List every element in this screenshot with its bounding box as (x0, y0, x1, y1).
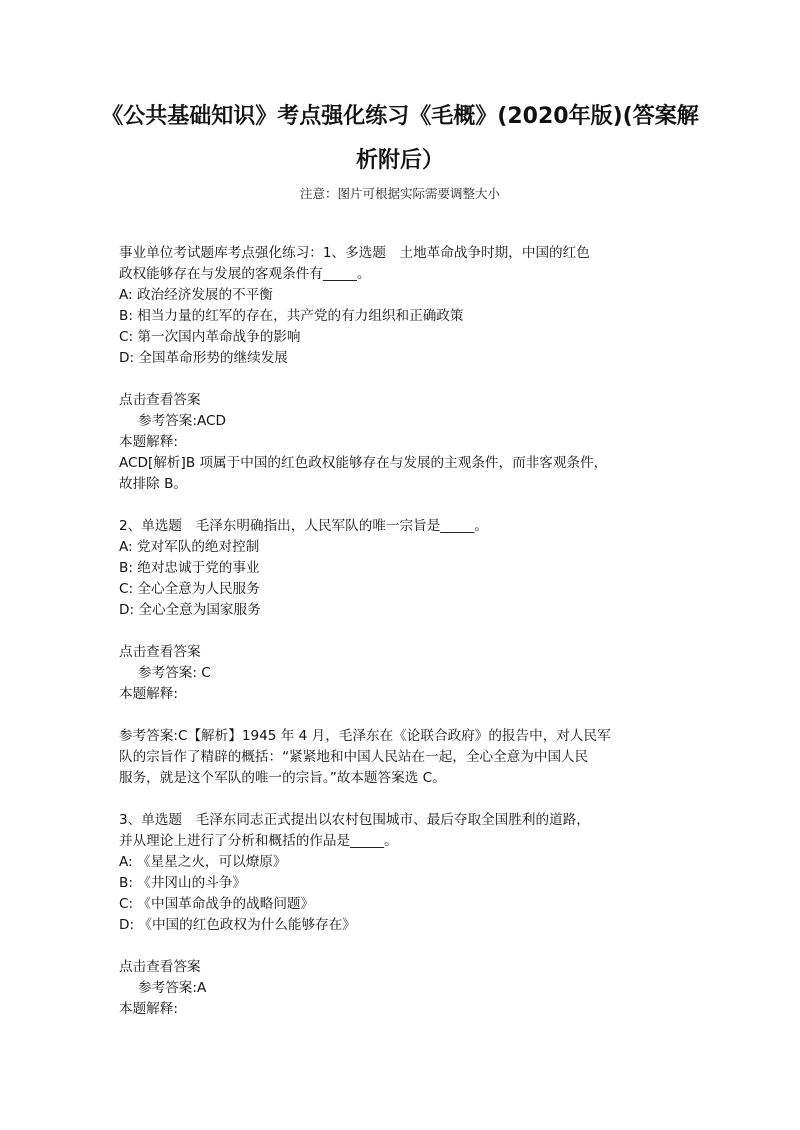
reference-answer: 参考答案:ACD (138, 413, 226, 429)
explanation-text: 参考答案:C【解析】1945 年 4 月，毛泽东在《论联合政府》的报告中，对人民军 (119, 728, 611, 744)
option-d: D: 全心全意为国家服务 (119, 602, 261, 618)
reference-answer: 参考答案:A (138, 980, 207, 996)
show-answer-link[interactable]: 点击查看答案 (119, 644, 201, 660)
reference-answer: 参考答案: C (138, 665, 211, 681)
option-c: C: 第一次国内革命战争的影响 (119, 329, 301, 345)
option-d: D: 《中国的红色政权为什么能够存在》 (119, 917, 356, 933)
explanation-text: ACD[解析]B 项属于中国的红色政权能够存在与发展的主观条件，而非客观条件， (119, 455, 608, 471)
show-answer-link[interactable]: 点击查看答案 (119, 392, 201, 408)
question-stem: 2、单选题 毛泽东明确指出，人民军队的唯一宗旨是_____。 (119, 518, 488, 534)
question-list (119, 243, 684, 1020)
explanation-text: 服务，就是这个军队的唯一的宗旨。”故本题答案选 C。 (119, 770, 446, 786)
option-c: C: 《中国革命战争的战略问题》 (119, 896, 315, 912)
explanation-text: 故排除 B。 (119, 476, 188, 492)
option-a: A: 党对军队的绝对控制 (119, 539, 260, 555)
question-stem: 3、单选题 毛泽东同志正式提出以农村包围城市、最后夺取全国胜利的道路， (119, 812, 590, 828)
explanation-text: 队的宗旨作了精辟的概括：“紧紧地和中国人民站在一起，全心全意为中国人民 (119, 749, 589, 765)
doc-title-line2: 析附后） (355, 148, 444, 173)
option-a: A: 《星星之火，可以燎原》 (119, 854, 287, 870)
explanation-label: 本题解释: (119, 686, 178, 702)
show-answer-link[interactable]: 点击查看答案 (119, 959, 201, 975)
doc-note: 注意：图片可根据实际需要调整大小 (299, 186, 500, 201)
option-d: D: 全国革命形势的继续发展 (119, 350, 288, 366)
option-a: A: 政治经济发展的不平衡 (119, 287, 273, 303)
question-stem: 并从理论上进行了分析和概括的作品是_____。 (119, 833, 398, 849)
question-stem: 政权能够存在与发展的客观条件有_____。 (119, 266, 371, 282)
option-c: C: 全心全意为人民服务 (119, 581, 260, 597)
question-stem: 事业单位考试题库考点强化练习：1、多选题 土地革命战争时期，中国的红色 (119, 245, 590, 261)
explanation-label: 本题解释: (119, 434, 178, 450)
doc-title-line1: 《公共基础知识》考点强化练习《毛概》(2020年版)(答案解 (101, 104, 699, 129)
option-b: B: 相当力量的红军的存在，共产党的有力组织和正确政策 (119, 308, 464, 324)
option-b: B: 绝对忠诚于党的事业 (119, 560, 260, 576)
option-b: B: 《井冈山的斗争》 (119, 875, 246, 891)
explanation-label: 本题解释: (119, 1001, 178, 1017)
